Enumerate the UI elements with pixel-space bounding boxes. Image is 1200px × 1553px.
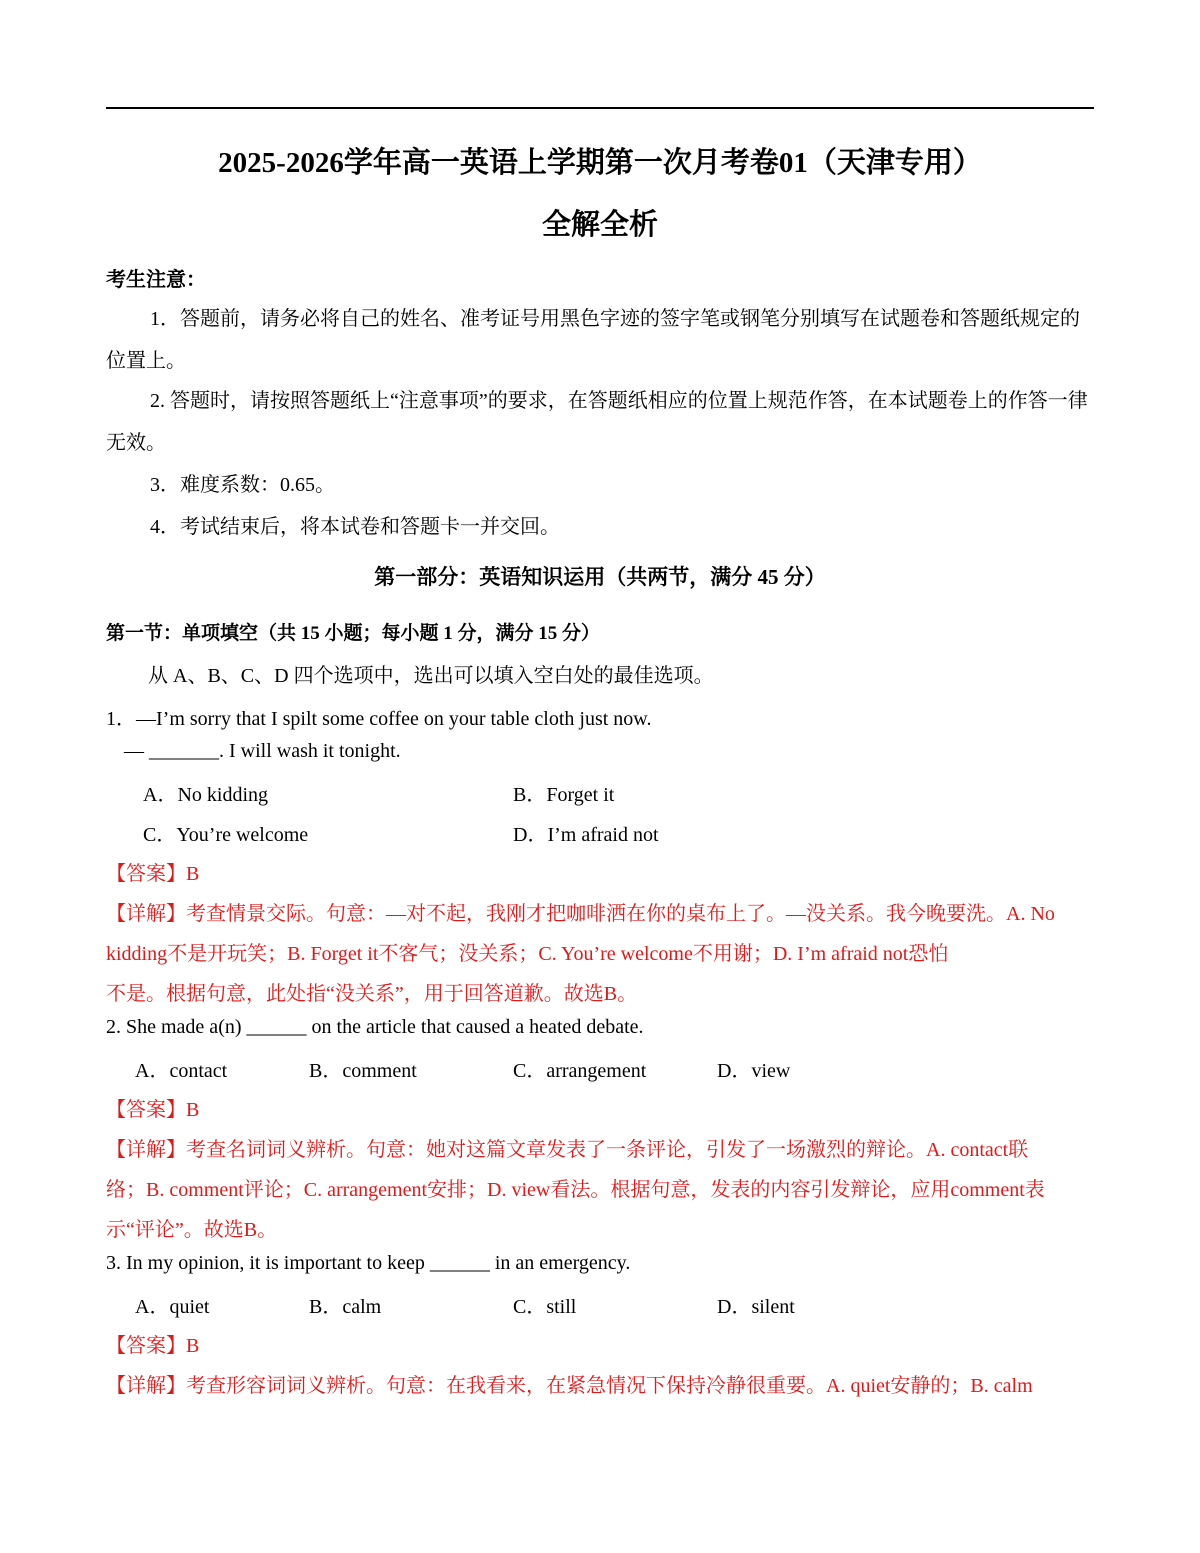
question-3-answer: 【答案】B [106,1335,200,1357]
question-3-stem: 3. In my opinion, it is important to keep ______ in an emergency. [106,1252,631,1274]
question-3-explain-label: 【详解】 [106,1375,186,1397]
question-2-option-b: B．comment [309,1060,417,1082]
question-2-explain-line-3: 示“评论”。故选B。 [106,1219,278,1241]
notice-item-2: 2. 答题时，请按照答题纸上“注意事项”的要求，在答题纸相应的位置上规范作答，在本试题卷上的作答一律无效。 [106,390,1088,454]
section-title: 第一节：单项填空（共 15 小题；每小题 1 分，满分 15 分） [106,623,601,644]
question-1-option-a: A．No kidding [143,784,268,806]
question-3-option-c: C．still [513,1296,577,1318]
question-3-option-d: D．silent [717,1296,795,1318]
question-1-answer: 【答案】B [106,863,200,885]
question-1-explain-line-1: 考查情景交际。句意：—对不起，我刚才把咖啡洒在你的桌布上了。—没关系。我今晚要洗。A. No [186,903,1055,925]
top-rule [106,107,1094,109]
question-2-option-a: A．contact [135,1060,228,1082]
notice-item-1: 1．答题前，请务必将自己的姓名、准考证号用黑色字迹的签字笔或钢笔分别填写在试题卷和答题纸规定的位置上。 [106,308,1080,372]
instruction: 从 A、B、C、D 四个选项中，选出可以填入空白处的最佳选项。 [148,665,714,687]
notice-item-3: 3．难度系数：0.65。 [150,474,335,496]
question-1-option-d: D．I’m afraid not [513,824,659,846]
question-1-explain-label: 【详解】 [106,903,186,925]
question-3-option-b: B．calm [309,1296,382,1318]
question-2-answer: 【答案】B [106,1099,200,1121]
question-2-option-d: D．view [717,1060,791,1082]
document-title: 2025-2026学年高一英语上学期第一次月考卷01（天津专用） [218,147,982,179]
question-3-option-a: A．quiet [135,1296,210,1318]
question-1-explain-line-3: 不是。根据句意，此处指“没关系”，用于回答道歉。故选B。 [106,983,638,1005]
question-1-option-b: B．Forget it [513,784,615,806]
question-1-option-c: C．You’re welcome [143,824,309,846]
notice-heading: 考生注意： [106,269,206,291]
question-2-explain-line-2: 络；B. comment评论；C. arrangement安排；D. view看法。根据句意，发表的内容引发辩论，应用comment表 [106,1179,1045,1201]
question-1-stem-reply: — _______. I will wash it tonight. [124,740,401,762]
part-title: 第一部分：英语知识运用（共两节，满分 45 分） [374,565,826,589]
notice-item-4: 4．考试结束后，将本试卷和答题卡一并交回。 [150,516,560,538]
question-2-stem: 2. She made a(n) ______ on the article that caused a heated debate. [106,1016,644,1038]
question-2-explain-label: 【详解】 [106,1139,186,1161]
question-3-explain-line-1: 考查形容词词义辨析。句意：在我看来，在紧急情况下保持冷静很重要。A. quiet安静的；B. calm [186,1375,1033,1397]
question-2-explain-line-1: 考查名词词义辨析。句意：她对这篇文章发表了一条评论，引发了一场激烈的辩论。A. contact联 [186,1139,1029,1161]
question-1-explain-line-2: kidding不是开玩笑；B. Forget it不客气；没关系；C. You’re welcome不用谢；D. I’m afraid not恐怕 [106,943,949,965]
question-2-option-c: C．arrangement [513,1060,647,1082]
question-1-stem: 1．—I’m sorry that I spilt some coffee on your table cloth just now. [106,708,652,730]
document-subtitle: 全解全析 [541,209,658,241]
